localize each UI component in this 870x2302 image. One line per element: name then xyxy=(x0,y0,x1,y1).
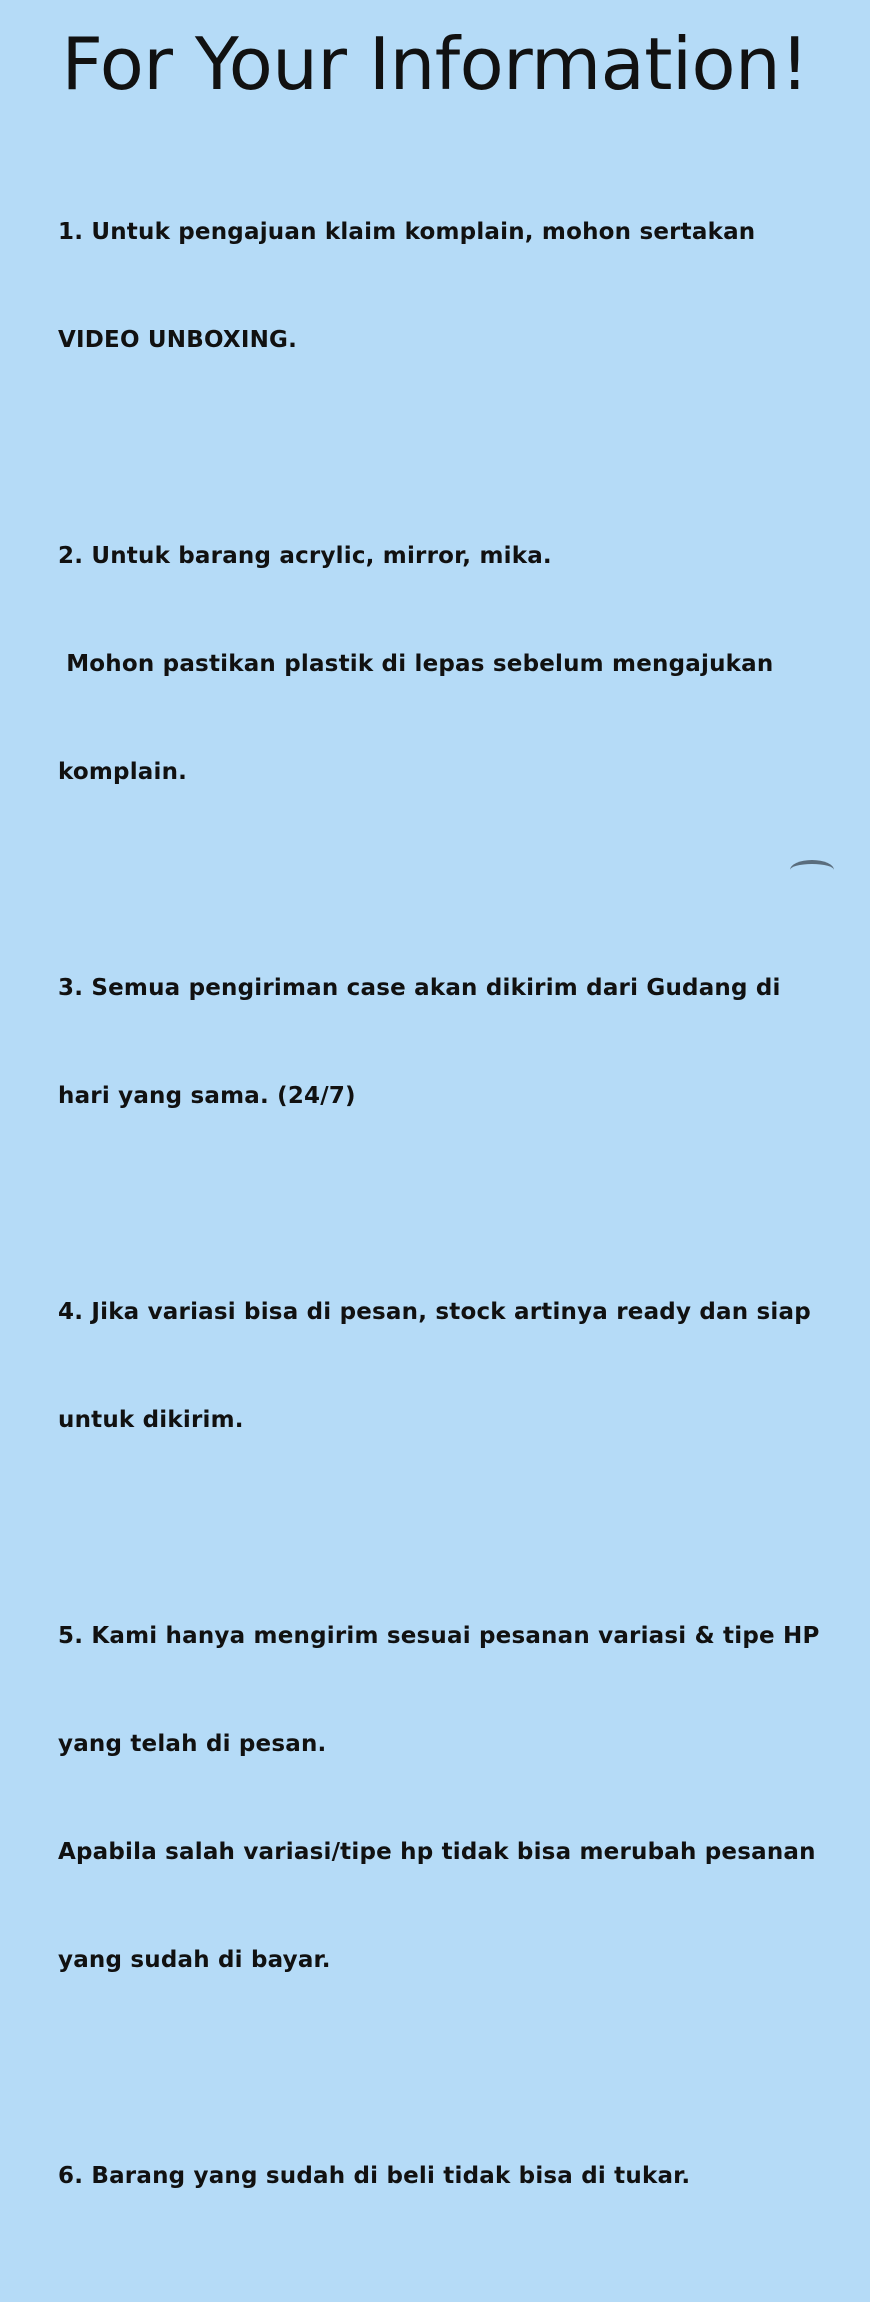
page-title: For Your Information! xyxy=(61,22,809,106)
note-5-line-3: Apabila salah variasi/tipe hp tidak bisa merubah pesanan xyxy=(58,1839,816,1865)
note-2 xyxy=(58,466,858,862)
note-5-line-4: yang sudah di bayar. xyxy=(58,1947,331,1973)
note-1-line-2: VIDEO UNBOXING. xyxy=(58,327,298,353)
information-list xyxy=(58,142,858,2302)
note-4-line-2: untuk dikirim. xyxy=(58,1407,244,1433)
note-3-line-1: 3. Semua pengiriman case akan dikirim dari Gudang di xyxy=(58,975,781,1001)
note-2-line-3: komplain. xyxy=(58,759,188,785)
note-6 xyxy=(58,2086,858,2266)
note-2-line-1: 2. Untuk barang acrylic, mirror, mika. xyxy=(58,543,552,569)
corner-decoration xyxy=(790,860,834,880)
note-1 xyxy=(58,142,858,430)
note-4-line-1: 4. Jika variasi bisa di pesan, stock artinya ready dan siap xyxy=(58,1299,811,1325)
note-3-line-2: hari yang sama. (24/7) xyxy=(58,1083,356,1109)
note-5-line-1: 5. Kami hanya mengirim sesuai pesanan variasi & tipe HP xyxy=(58,1623,820,1649)
note-1-line-1: 1. Untuk pengajuan klaim komplain, mohon sertakan xyxy=(58,219,756,245)
note-3 xyxy=(58,898,858,1186)
note-6-line-1: 6. Barang yang sudah di beli tidak bisa di tukar. xyxy=(58,2163,691,2189)
note-4 xyxy=(58,1222,858,1510)
note-5-line-2: yang telah di pesan. xyxy=(58,1731,327,1757)
note-2-line-2: Mohon pastikan plastik di lepas sebelum mengajukan xyxy=(58,651,774,677)
note-5 xyxy=(58,1546,858,2050)
